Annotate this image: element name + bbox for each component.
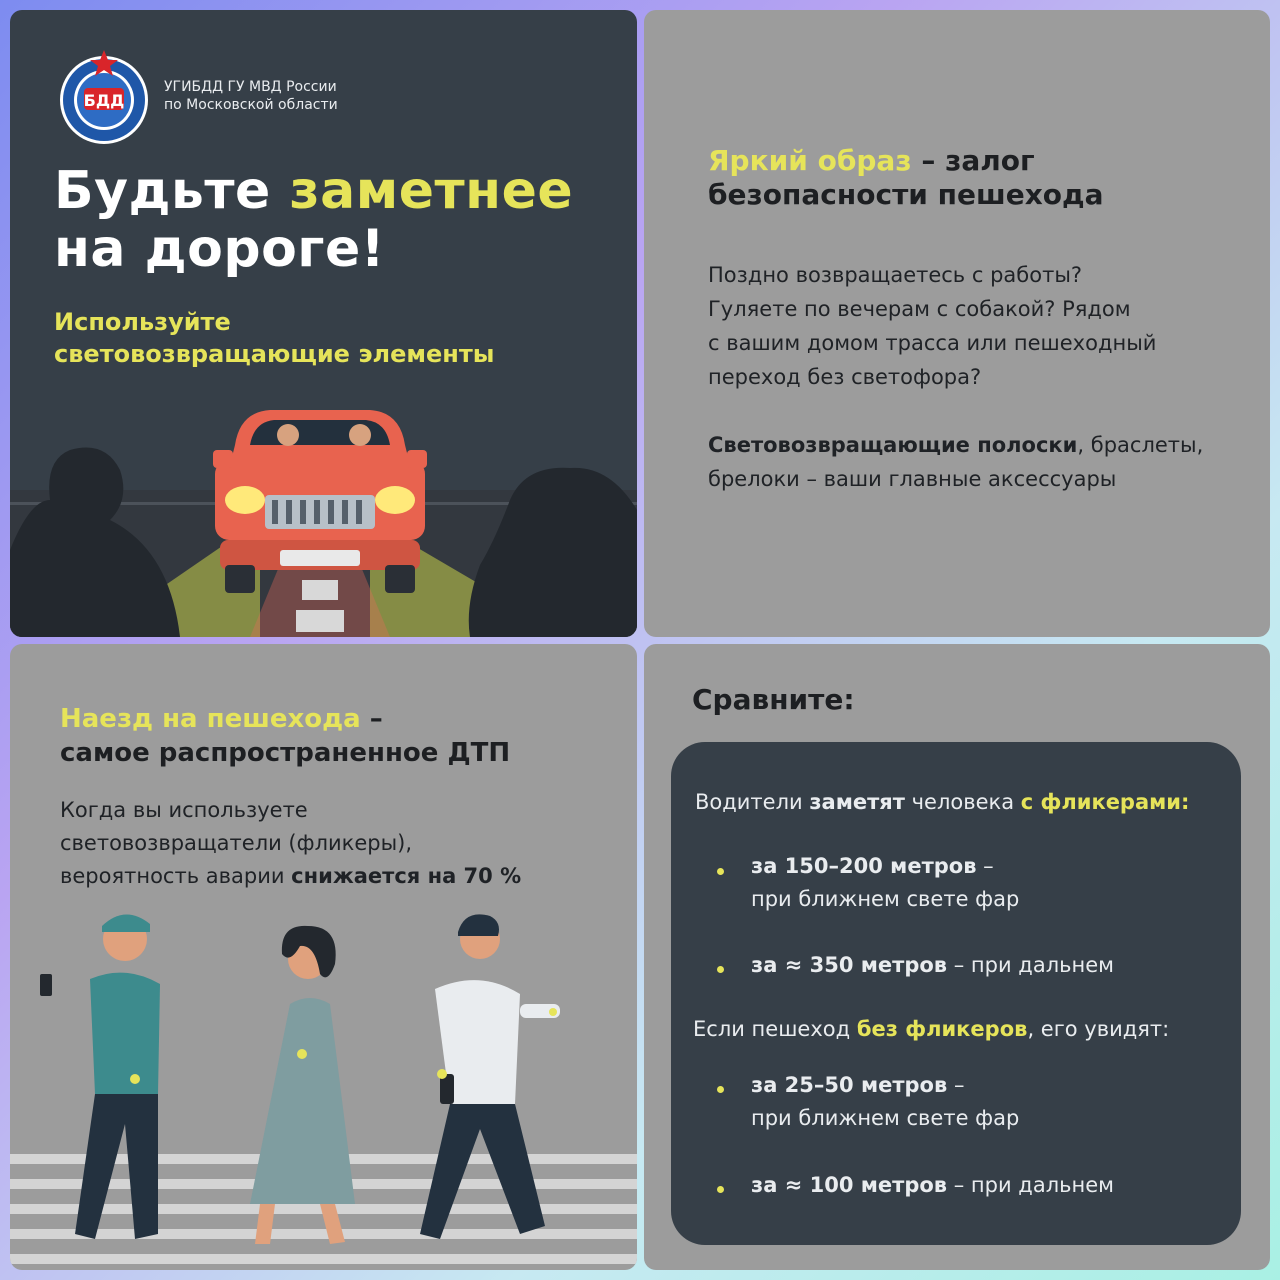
pedestrian-text: Когда вы используете световозвращатели (фликеры), вероятность аварии снижается на 70 % [60, 798, 522, 888]
title-highlight: заметнее [289, 161, 574, 221]
compare-heading: Сравните: [692, 683, 855, 716]
organization-name [164, 78, 338, 114]
panel-compare [644, 644, 1270, 1270]
panel-be-visible [10, 10, 637, 637]
svg-text:БДД: БДД [83, 91, 125, 110]
pedestrian-heading: Наезд на пешехода – самое распространенное ДТП [60, 704, 511, 768]
pedestrians-crosswalk-illustration [10, 904, 637, 1270]
bright-image-questions: Поздно возвращаетесь с работы? Гуляете по вечерам с собакой? Рядом с вашим домом трасса или пешеходный переход без светофора? [708, 263, 1157, 389]
list-item: за 150–200 метров – при ближнем свете фар [751, 854, 1020, 911]
panel-pedestrian-accident [10, 644, 637, 1270]
bright-image-heading: Яркий образ – залог безопасности пешехода [708, 144, 1104, 211]
bullet-icon [717, 1086, 724, 1093]
car-headlights-illustration [10, 390, 637, 637]
list-item: за 25–50 метров – при ближнем свете фар [751, 1073, 1020, 1130]
bullet-icon [717, 1186, 724, 1193]
org-line-2: по Московской области [164, 97, 338, 113]
police-emblem-icon [54, 48, 154, 148]
bullet-icon [717, 966, 724, 973]
org-line-1: УГИБДД ГУ МВД России [164, 79, 337, 95]
list-item: за ≈ 350 метров – при дальнем [751, 953, 1114, 977]
page-title: Будьте заметнее на дороге! [54, 161, 574, 279]
bright-image-accessories: Световозвращающие полоски, браслеты, брелоки – ваши главные аксессуары [708, 433, 1204, 491]
list-item: за ≈ 100 метров – при дальнем [751, 1173, 1114, 1197]
with-flickers-intro: Водители заметят человека с фликерами: [695, 790, 1190, 814]
panel-bright-image [644, 10, 1270, 637]
subtitle: Используйте световозвращающие элементы [54, 308, 495, 368]
without-flickers-intro: Если пешеход без фликеров, его увидят: [693, 1017, 1170, 1041]
bullet-icon [717, 868, 724, 875]
compare-card [671, 742, 1241, 1245]
